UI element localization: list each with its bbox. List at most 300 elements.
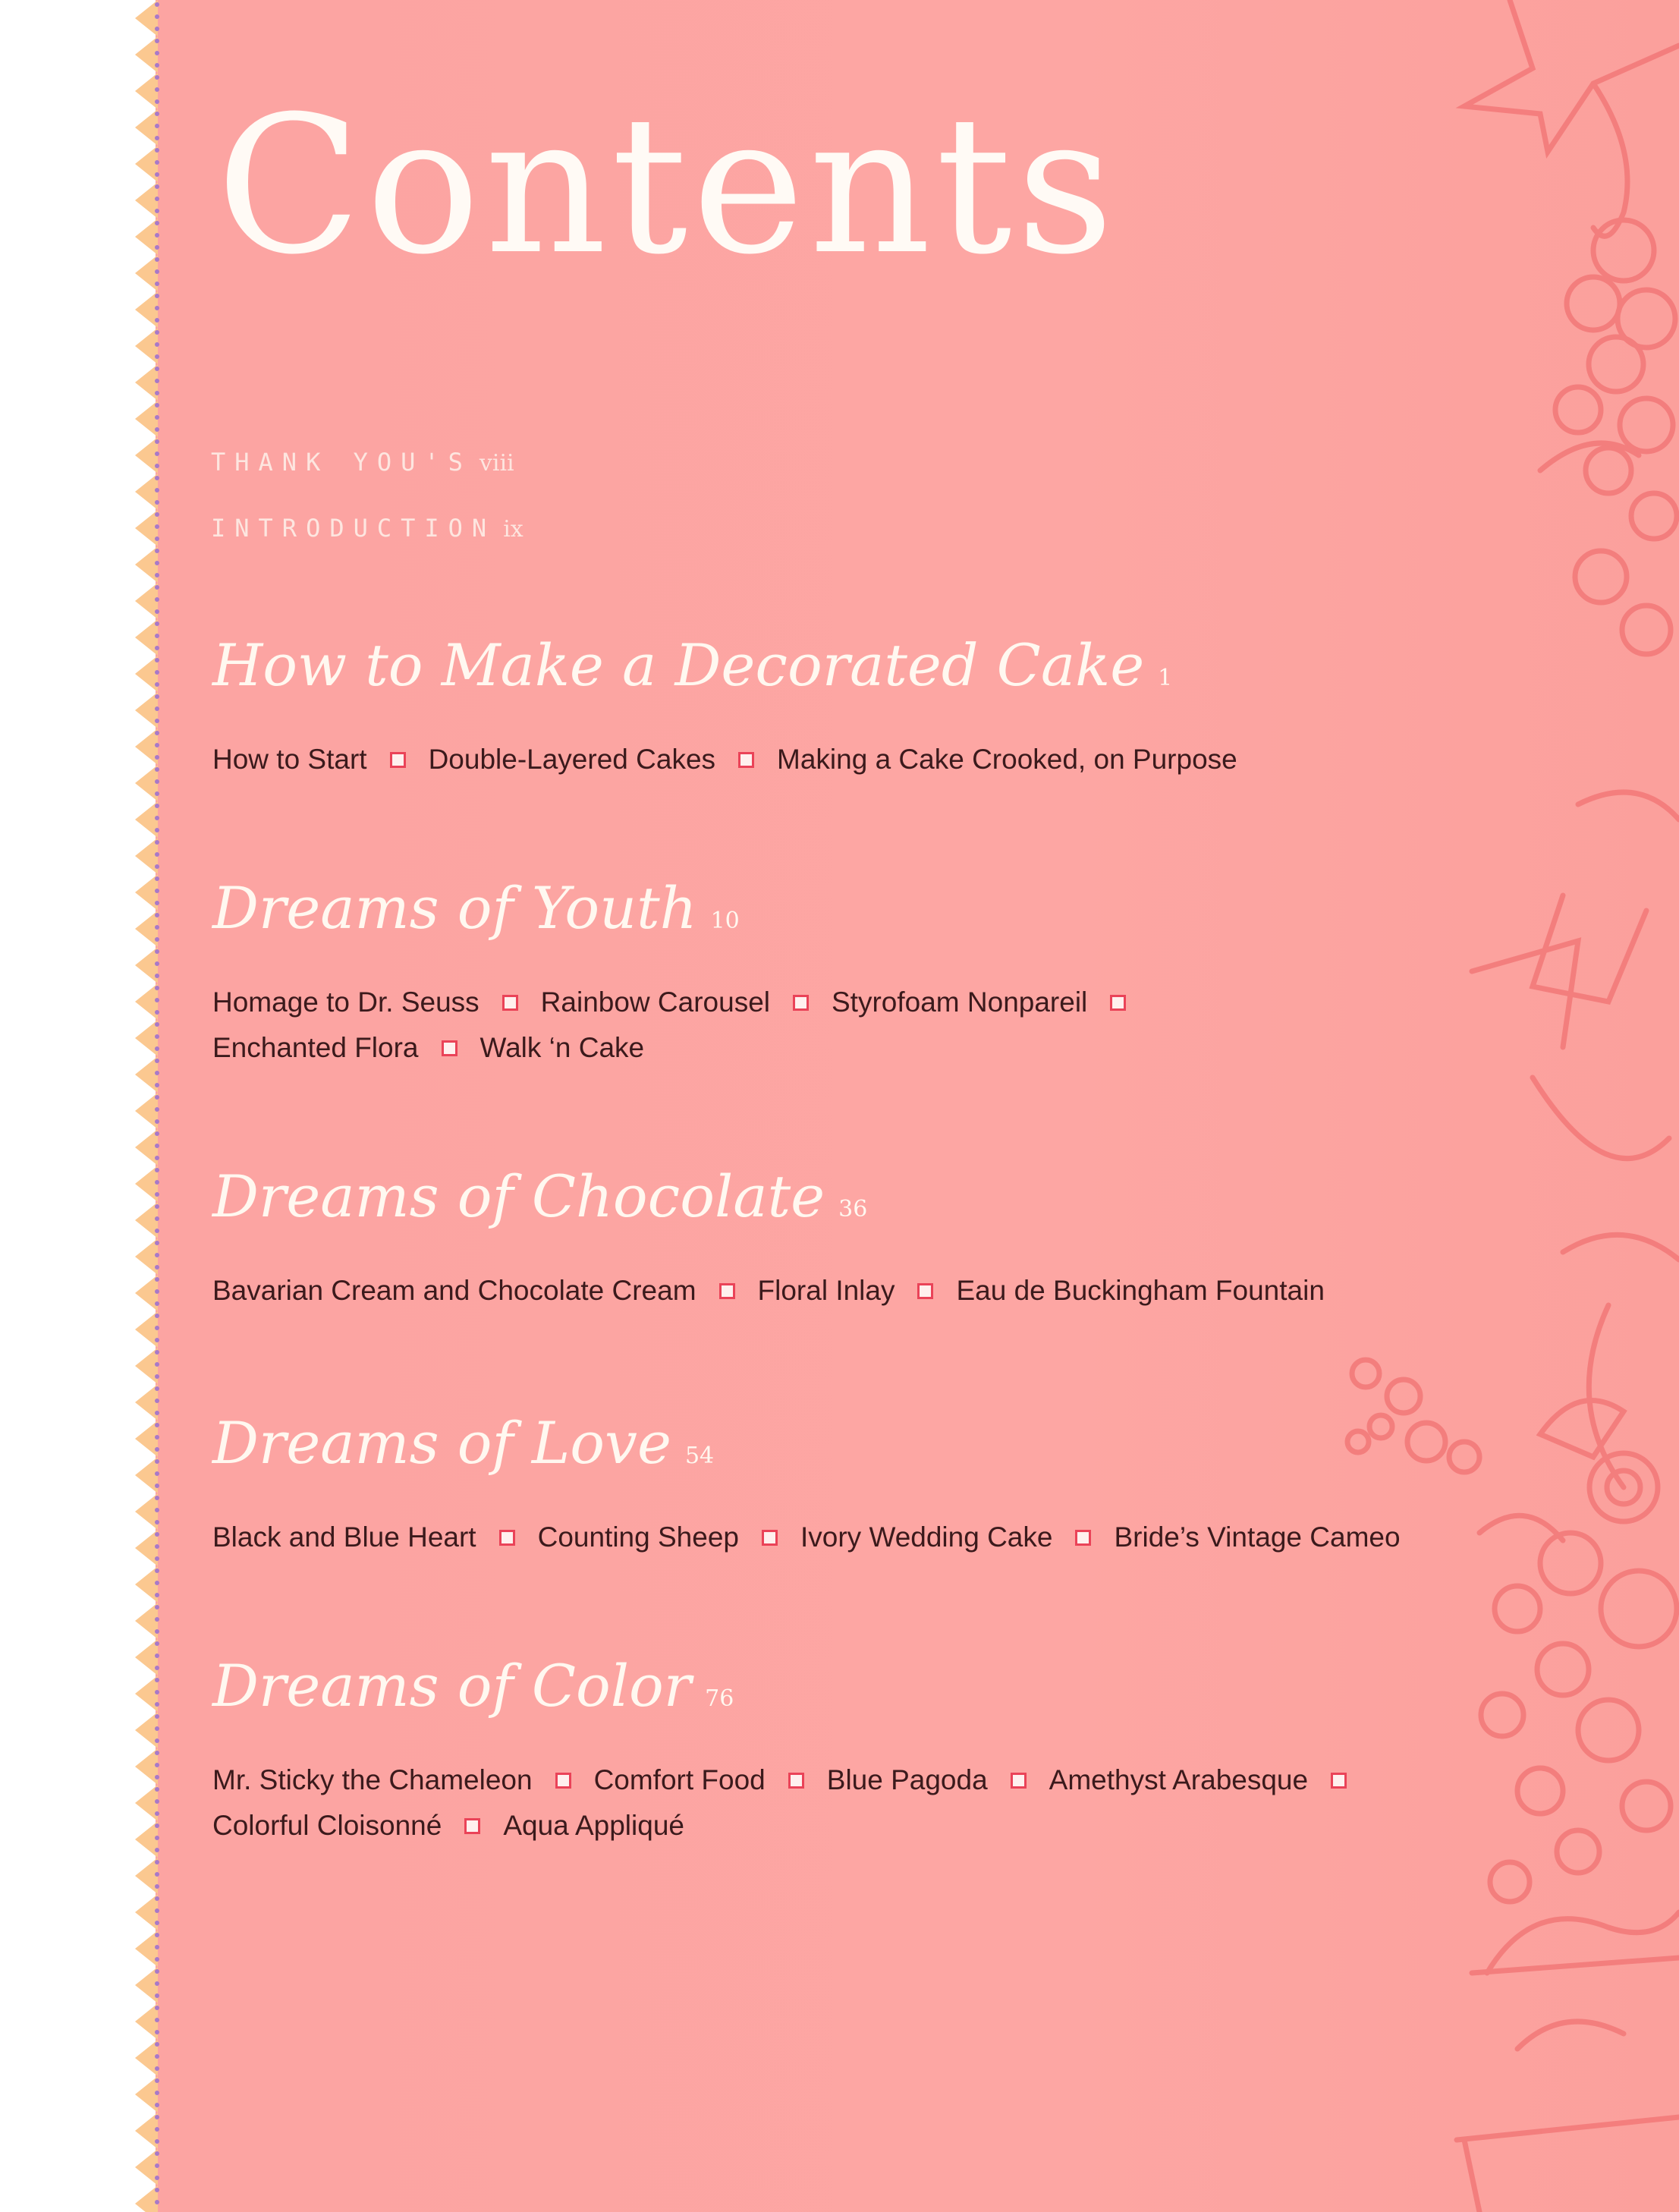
zigzag-tooth (135, 1129, 158, 1166)
border-dot (155, 1265, 159, 1270)
border-dot (155, 1241, 159, 1245)
border-dot (155, 597, 159, 602)
border-dot (155, 342, 159, 347)
border-dot (155, 330, 159, 335)
border-dot (155, 14, 159, 19)
zigzag-tooth (135, 911, 158, 947)
border-dot (155, 634, 159, 638)
border-dot (155, 986, 159, 990)
square-bullet-icon (442, 1040, 457, 1056)
border-dot (155, 1605, 159, 1609)
zigzag-tooth (135, 2076, 158, 2113)
border-dot (155, 197, 159, 201)
border-dot (155, 427, 159, 432)
border-dot (155, 209, 159, 213)
border-dot (155, 1119, 159, 1124)
section-heading[interactable] (212, 1411, 1401, 1475)
border-dot (155, 1289, 159, 1294)
border-dot (155, 2200, 159, 2204)
zigzag-tooth (135, 364, 158, 401)
border-dot (155, 1921, 159, 1925)
section-items (212, 737, 1237, 782)
items-line (212, 1757, 1369, 1803)
toc-entry-thank-yous[interactable] (211, 448, 514, 477)
section-heading[interactable] (212, 631, 1237, 699)
toc-item[interactable]: Blue Pagoda (826, 1764, 988, 1795)
border-dot (155, 1884, 159, 1889)
section-title: Dreams of Chocolate (212, 1163, 825, 1230)
border-dot (155, 901, 159, 905)
toc-page-number: ix (503, 516, 524, 543)
border-dot (155, 1034, 159, 1039)
toc-item[interactable]: Mr. Sticky the Chameleon (212, 1764, 533, 1795)
zigzag-tooth (135, 1639, 158, 1676)
border-dot (155, 318, 159, 323)
zigzag-tooth (135, 474, 158, 510)
items-line (212, 1803, 1369, 1849)
border-dot (155, 743, 159, 747)
toc-item[interactable]: Ivory Wedding Cake (800, 1521, 1053, 1553)
border-dot (155, 561, 159, 565)
border-dot (155, 1423, 159, 1427)
border-dot (155, 694, 159, 699)
toc-item[interactable]: Counting Sheep (537, 1521, 739, 1553)
border-dot (155, 585, 159, 590)
border-dot (155, 1059, 159, 1063)
border-dot (155, 1520, 159, 1524)
border-dot (155, 2115, 159, 2119)
toc-item[interactable]: Homage to Dr. Seuss (212, 986, 479, 1018)
border-dot (155, 1144, 159, 1148)
border-dot (155, 500, 159, 505)
toc-item[interactable]: Comfort Food (593, 1764, 766, 1795)
toc-section (212, 631, 1237, 782)
border-dot (155, 1872, 159, 1877)
page-title: Contents (216, 75, 1118, 296)
border-dot (155, 549, 159, 553)
zigzag-tooth (135, 1238, 158, 1275)
border-dot (155, 2066, 159, 2071)
border-dot (155, 828, 159, 832)
border-dot (155, 1556, 159, 1561)
toc-item[interactable]: Bride’s Vintage Cameo (1114, 1521, 1401, 1553)
border-dot (155, 1666, 159, 1670)
toc-entry-label: THANK YOU'S (211, 448, 472, 477)
border-dot (155, 136, 159, 140)
border-dot (155, 1751, 159, 1755)
border-dot (155, 1168, 159, 1172)
border-dot (155, 1314, 159, 1318)
border-dot (155, 816, 159, 820)
zigzag-tooth (135, 255, 158, 291)
zigzag-tooth (135, 2149, 158, 2185)
toc-section (212, 1411, 1401, 1560)
border-dot (155, 998, 159, 1002)
border-dot (155, 779, 159, 784)
border-dot (155, 2091, 159, 2095)
section-items (212, 980, 1149, 1071)
border-dot (155, 1544, 159, 1549)
border-dot (155, 621, 159, 626)
border-dot (155, 269, 159, 274)
toc-item[interactable]: Double-Layered Cakes (428, 743, 716, 775)
zigzag-border (127, 0, 161, 2212)
border-dot (155, 1763, 159, 1767)
zigzag-tooth (135, 583, 158, 619)
border-dot (155, 2163, 159, 2168)
border-dot (155, 1508, 159, 1512)
border-dot (155, 452, 159, 456)
border-dot (155, 294, 159, 298)
border-dot (155, 221, 159, 225)
border-dot (155, 670, 159, 675)
border-dot (155, 306, 159, 310)
border-dot (155, 1083, 159, 1087)
border-dot (155, 1653, 159, 1658)
zigzag-tooth (135, 36, 158, 73)
zigzag-tooth (135, 1020, 158, 1056)
zigzag-tooth (135, 656, 158, 692)
toc-item[interactable]: Enchanted Flora (212, 1031, 419, 1063)
border-dot (155, 1702, 159, 1707)
zigzag-tooth (135, 1166, 158, 1202)
toc-section (212, 1654, 1369, 1849)
section-heading[interactable] (212, 876, 1149, 940)
border-dot (155, 1908, 159, 1913)
zigzag-tooth (135, 1785, 158, 1821)
section-title: Dreams of Color (212, 1652, 692, 1720)
border-dot (155, 1860, 159, 1864)
border-dot (155, 124, 159, 128)
border-dot (155, 719, 159, 723)
square-bullet-icon (555, 1773, 571, 1789)
square-bullet-icon (502, 995, 518, 1011)
zigzag-tooth (135, 73, 158, 109)
border-dot (155, 1484, 159, 1488)
zigzag-tooth (135, 2185, 158, 2212)
border-dot (155, 379, 159, 383)
border-dot (155, 1811, 159, 1816)
border-dot (155, 658, 159, 662)
section-page-number: 76 (705, 1685, 734, 1712)
border-dot (155, 767, 159, 772)
border-dot (155, 1981, 159, 1986)
border-dot (155, 1131, 159, 1136)
border-dot (155, 2151, 159, 2156)
border-dot (155, 1787, 159, 1792)
border-dot (155, 282, 159, 286)
section-page-number: 54 (684, 1443, 715, 1469)
section-title: Dreams of Love (212, 1409, 671, 1477)
border-dot (155, 1374, 159, 1379)
border-dot (155, 2078, 159, 2083)
section-title: Dreams of Youth (212, 874, 697, 942)
zigzag-tooth (135, 109, 158, 146)
border-dot (155, 1022, 159, 1027)
zigzag-tooth (135, 0, 158, 36)
border-dot (155, 1896, 159, 1901)
border-dot (155, 2103, 159, 2107)
square-bullet-icon (793, 995, 809, 1011)
zigzag-tooth (135, 146, 158, 182)
items-line (212, 737, 1237, 782)
border-dot (155, 864, 159, 869)
border-dot (155, 889, 159, 893)
border-dot (155, 1071, 159, 1075)
border-dot (155, 1848, 159, 1852)
toc-section (212, 876, 1149, 1071)
border-dot (155, 2176, 159, 2180)
section-heading[interactable] (212, 1654, 1369, 1718)
toc-item[interactable]: How to Start (212, 743, 367, 775)
border-dot (155, 1447, 159, 1452)
border-dot (155, 876, 159, 881)
toc-item[interactable]: Rainbow Carousel (540, 986, 770, 1018)
border-dot (155, 1617, 159, 1622)
square-bullet-icon (788, 1773, 804, 1789)
toc-item[interactable]: Eau de Buckingham Fountain (956, 1274, 1325, 1306)
border-dot (155, 1095, 159, 1100)
items-line (212, 980, 1149, 1025)
border-dot (155, 39, 159, 43)
border-dot (155, 706, 159, 711)
zigzag-tooth (135, 510, 158, 546)
zigzag-tooth (135, 2003, 158, 2040)
section-items (212, 1757, 1369, 1849)
section-items (212, 1268, 1325, 1314)
cake-sketch-illustration (1290, 0, 1679, 2212)
zigzag-tooth (135, 328, 158, 364)
square-bullet-icon (719, 1283, 735, 1299)
border-dot (155, 804, 159, 808)
border-dot (155, 1799, 159, 1804)
border-dot (155, 961, 159, 966)
zigzag-tooth (135, 219, 158, 255)
border-dot (155, 2054, 159, 2059)
zigzag-tooth (135, 291, 158, 328)
border-dot (155, 1714, 159, 1719)
zigzag-tooth (135, 801, 158, 838)
zigzag-tooth (135, 1275, 158, 1311)
border-dot (155, 1690, 159, 1694)
border-dot (155, 2018, 159, 2022)
toc-item[interactable]: Black and Blue Heart (212, 1521, 476, 1553)
border-dot (155, 1629, 159, 1634)
border-dot (155, 682, 159, 687)
toc-entry-label: INTRODUCTION (211, 514, 496, 543)
border-dot (155, 391, 159, 395)
section-items (212, 1515, 1401, 1560)
border-dot (155, 367, 159, 371)
toc-item[interactable]: Bavarian Cream and Chocolate Cream (212, 1274, 696, 1306)
border-dot (155, 925, 159, 930)
border-dot (155, 1738, 159, 1743)
zigzag-tooth (135, 1894, 158, 1930)
border-dot (155, 488, 159, 492)
square-bullet-icon (1331, 1773, 1347, 1789)
toc-item[interactable]: Styrofoam Nonpareil (832, 986, 1088, 1018)
zigzag-tooth (135, 546, 158, 583)
border-dot (155, 148, 159, 153)
border-dot (155, 75, 159, 80)
border-dot (155, 949, 159, 954)
zigzag-tooth (135, 2040, 158, 2076)
section-title: How to Make a Decorated Cake (212, 631, 1145, 699)
border-dot (155, 245, 159, 250)
border-dot (155, 1192, 159, 1197)
zigzag-tooth (135, 401, 158, 437)
border-dot (155, 1277, 159, 1282)
border-dot (155, 1301, 159, 1306)
border-dot (155, 112, 159, 116)
toc-item[interactable]: Making a Cake Crooked, on Purpose (777, 743, 1237, 775)
border-dot (155, 1459, 159, 1464)
zigzag-tooth (135, 1603, 158, 1639)
zigzag-tooth (135, 1930, 158, 1967)
border-dot (155, 160, 159, 165)
border-dot (155, 184, 159, 189)
border-dot (155, 755, 159, 760)
border-dot (155, 2188, 159, 2192)
zigzag-tooth (135, 1858, 158, 1894)
square-bullet-icon (917, 1283, 933, 1299)
zigzag-tooth (135, 838, 158, 874)
zigzag-tooth (135, 874, 158, 911)
border-dot (155, 1229, 159, 1233)
toc-item[interactable]: Floral Inlay (757, 1274, 895, 1306)
toc-section (212, 1165, 1325, 1314)
zigzag-tooth (135, 1676, 158, 1712)
zigzag-tooth (135, 947, 158, 983)
border-dot (155, 1046, 159, 1051)
toc-item[interactable]: Aqua Appliqué (503, 1809, 684, 1841)
items-line (212, 1515, 1401, 1560)
border-dot (155, 1532, 159, 1537)
border-dot (155, 791, 159, 796)
zigzag-tooth (135, 1311, 158, 1348)
border-dot (155, 1107, 159, 1112)
section-heading[interactable] (212, 1165, 1325, 1229)
border-dot (155, 512, 159, 517)
square-bullet-icon (738, 752, 754, 768)
border-dot (155, 2042, 159, 2047)
border-dot (155, 87, 159, 92)
square-bullet-icon (464, 1818, 480, 1834)
zigzag-tooth (135, 1348, 158, 1384)
border-dot (155, 476, 159, 480)
border-dot (155, 1957, 159, 1962)
border-dot (155, 1823, 159, 1828)
border-dot (155, 464, 159, 468)
border-dot (155, 439, 159, 444)
zigzag-tooth (135, 1712, 158, 1748)
square-bullet-icon (1011, 1773, 1027, 1789)
border-dot (155, 1569, 159, 1573)
border-dot (155, 354, 159, 359)
items-line (212, 1025, 1149, 1071)
zigzag-tooth (135, 1093, 158, 1129)
square-bullet-icon (390, 752, 406, 768)
border-dot (155, 1726, 159, 1731)
border-dot (155, 415, 159, 420)
border-dot (155, 913, 159, 917)
border-dot (155, 1216, 159, 1221)
border-dot (155, 974, 159, 978)
border-dot (155, 63, 159, 68)
border-dot (155, 27, 159, 31)
border-dot (155, 1350, 159, 1355)
border-dot (155, 1775, 159, 1779)
section-page-number: 10 (710, 908, 740, 934)
zigzag-tooth (135, 983, 158, 1020)
toc-entry-introduction[interactable] (211, 514, 524, 543)
border-dot (155, 233, 159, 238)
zigzag-tooth (135, 1566, 158, 1603)
square-bullet-icon (1075, 1530, 1091, 1546)
border-dot (155, 1399, 159, 1403)
border-dot (155, 852, 159, 857)
toc-item[interactable]: Colorful Cloisonné (212, 1809, 442, 1841)
toc-item[interactable]: Amethyst Arabesque (1049, 1764, 1309, 1795)
zigzag-tooth (135, 765, 158, 801)
zigzag-tooth (135, 728, 158, 765)
border-dot (155, 1993, 159, 1998)
zigzag-tooth (135, 437, 158, 474)
border-dot (155, 1204, 159, 1209)
border-dot (155, 1156, 159, 1160)
border-dot (155, 1326, 159, 1330)
zigzag-tooth (135, 1056, 158, 1093)
zigzag-tooth (135, 1748, 158, 1785)
square-bullet-icon (1110, 995, 1126, 1011)
border-dot (155, 1180, 159, 1185)
border-dot (155, 646, 159, 650)
border-dot (155, 1411, 159, 1415)
zigzag-tooth (135, 1967, 158, 2003)
border-dot (155, 573, 159, 577)
border-dot (155, 1386, 159, 1391)
zigzag-tooth (135, 1493, 158, 1530)
border-dot (155, 937, 159, 942)
section-page-number: 1 (1158, 665, 1173, 691)
border-dot (155, 51, 159, 55)
toc-item[interactable]: Walk ‘n Cake (479, 1031, 645, 1063)
border-dot (155, 731, 159, 735)
border-dot (155, 403, 159, 407)
zigzag-tooth (135, 2113, 158, 2149)
border-dot (155, 840, 159, 845)
square-bullet-icon (499, 1530, 515, 1546)
zigzag-tooth (135, 1202, 158, 1238)
border-dot (155, 1945, 159, 1949)
border-dot (155, 1253, 159, 1257)
border-dot (155, 1969, 159, 1974)
border-dot (155, 1496, 159, 1500)
border-dot (155, 524, 159, 529)
border-dot (155, 1362, 159, 1367)
border-dot (155, 172, 159, 177)
border-dot (155, 1593, 159, 1597)
zigzag-tooth (135, 182, 158, 219)
border-dot (155, 99, 159, 104)
border-dot (155, 1435, 159, 1440)
border-dot (155, 1471, 159, 1476)
border-dot (155, 2139, 159, 2144)
zigzag-tooth (135, 1384, 158, 1421)
border-dot (155, 1010, 159, 1015)
section-page-number: 36 (838, 1196, 868, 1222)
border-dot (155, 609, 159, 614)
